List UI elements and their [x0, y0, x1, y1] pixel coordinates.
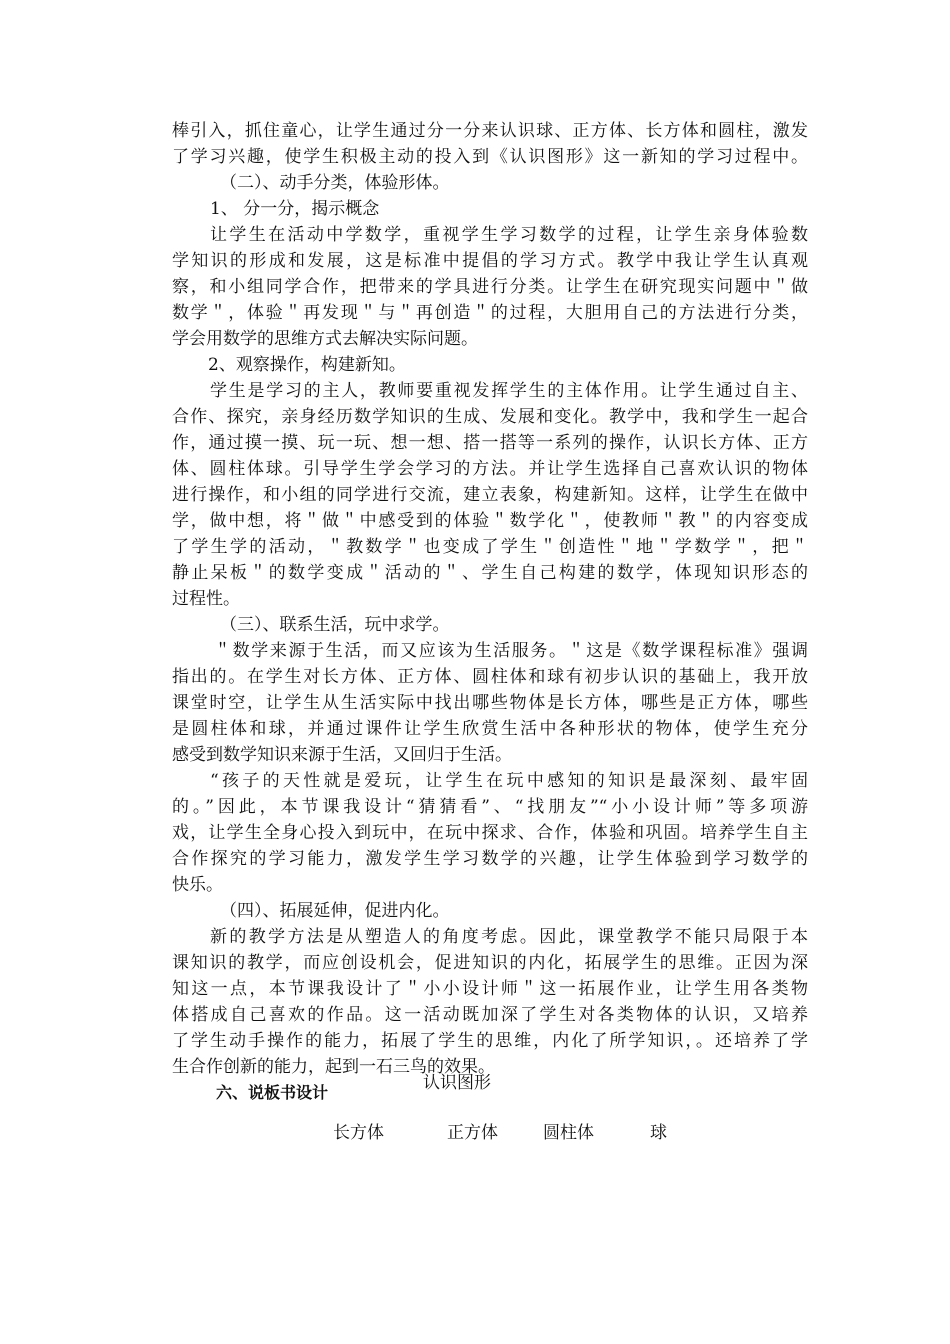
text-line: 数学＂，体验＂再发现＂与＂再创造＂的过程，大胆用自己的方法进行分类， [172, 303, 808, 323]
text-line: 感受到数学知识来源于生活，又回归于生活。 [172, 745, 512, 765]
text-line: 课堂时空，让学生从生活实际中找出哪些物体是长方体，哪些是正方体，哪些 [172, 693, 808, 713]
text-line: 体搭成自己喜欢的作品。这一活动既加深了学生对各类物体的认识，又培养 [172, 1005, 808, 1025]
document-body [172, 118, 808, 1106]
board-item-cuboid: 长方体 [333, 1123, 384, 1143]
text-line: 新的教学方法是从塑造人的角度考虑。因此，课堂教学不能只局限于本 [210, 927, 808, 947]
board-item-sphere: 球 [650, 1123, 667, 1143]
text-line: 了学生动手操作的能力，拓展了学生的思维，内化了所学知识，。还培养了学 [172, 1031, 808, 1051]
text-line: 知这一点，本节课我设计了＂小小设计师＂这一拓展作业，让学生用各类物 [172, 979, 808, 999]
section-heading: 六、说板书设计 [216, 1083, 329, 1102]
text-line: 学，做中想，将＂做＂中感受到的体验＂数学化＂，使教师＂教＂的内容变成 [172, 511, 808, 531]
text-line: 体、圆柱体球。引导学生学会学习的方法。并让学生选择自己喜欢认识的物体 [172, 459, 808, 479]
text-line: 合作、探究，亲身经历数学知识的生成、发展和变化。教学中，我和学生一起合 [172, 407, 808, 427]
text-line: “孩子的天性就是爱玩，让学生在玩中感知的知识是最深刻、最牢固 [210, 771, 808, 791]
subsection-heading: （三）、联系生活，玩中求学。 [220, 615, 450, 635]
text-line: 的。”因此，本节课我设计“猜猜看”、“找朋友”“小小设计师”等多项游 [172, 797, 808, 817]
board-item-cylinder: 圆柱体 [543, 1123, 594, 1143]
text-line: 进行操作，和小组的同学进行交流，建立表象，构建新知。这样，让学生在做中 [172, 485, 808, 505]
text-line: 静止呆板＂的数学变成＂活动的＂、学生自己构建的数学，体现知识形态的 [172, 563, 808, 583]
text-line: 合作探究的学习能力，激发学生学习数学的兴趣，让学生体验到学习数学的 [172, 849, 808, 869]
subsection-heading: （四）、拓展延伸，促进内化。 [220, 901, 450, 921]
text-line: 让学生在活动中学数学，重视学生学习数学的过程，让学生亲身体验数 [210, 225, 808, 245]
text-line: 作，通过摸一摸、玩一玩、想一想、搭一搭等一系列的操作，认识长方体、正方 [172, 433, 808, 453]
board-item-cube: 正方体 [447, 1123, 498, 1143]
text-line: 棒引入，抓住童心，让学生通过分一分来认识球、正方体、长方体和圆柱，激发 [172, 121, 808, 141]
text-line: 学生是学习的主人，教师要重视发挥学生的主体作用。让学生通过自主、 [210, 381, 808, 401]
text-line: 课知识的教学，而应创设机会，促进知识的内化，拓展学生的思维。正因为深 [172, 953, 808, 973]
text-line: 学知识的形成和发展，这是标准中提倡的学习方式。教学中我让学生认真观 [172, 251, 808, 271]
text-line: 是圆柱体和球，并通过课件让学生欣赏生活中各种形状的物体，使学生充分 [172, 719, 808, 739]
text-line: 了学生学的活动，＂教数学＂也变成了学生＂创造性＂地＂学数学＂，把＂ [172, 537, 808, 557]
text-line: 快乐。 [172, 875, 223, 895]
item-heading: 1、 分一分，揭示概念 [210, 199, 380, 219]
item-heading: 2、观察操作，构建新知。 [208, 355, 406, 375]
text-line: 察，和小组同学合作，把带来的学具进行分类。让学生在研究现实问题中＂做 [172, 277, 808, 297]
text-line: 学会用数学的思维方式去解决实际问题。 [172, 329, 478, 349]
text-line: ＂数学来源于生活，而又应该为生活服务。＂这是《数学课程标准》强调 [214, 641, 808, 661]
subsection-heading: （二）、动手分类，体验形体。 [220, 173, 450, 193]
text-line: 生合作创新的能力，起到一石三鸟的效果。 [172, 1057, 495, 1077]
text-line: 了学习兴趣，使学生积极主动的投入到《认识图形》这一新知的学习过程中。 [172, 147, 808, 167]
text-line: 戏，让学生全身心投入到玩中，在玩中探求、合作，体验和巩固。培养学生自主 [172, 823, 808, 843]
board-title: 认识图形 [423, 1073, 491, 1093]
text-line: 指出的。在学生对长方体、正方体、圆柱体和球有初步认识的基础上，我开放 [172, 667, 808, 687]
text-line: 过程性。 [172, 589, 240, 609]
